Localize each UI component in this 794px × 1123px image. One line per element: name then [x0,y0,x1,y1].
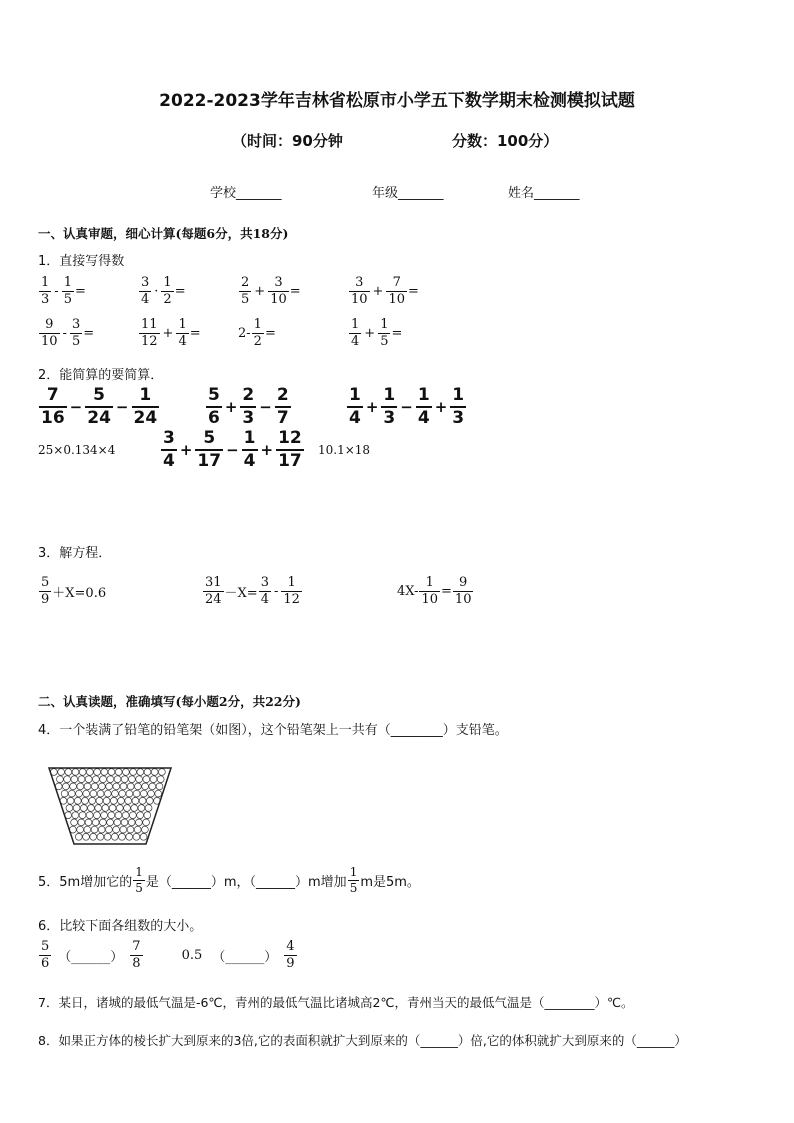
q6-compare-row: $\frac{5}{6}$ （______） $\frac{7}{8}$ 0.5 （______） $\frac{4}{9}$ [41,939,295,972]
pencil-circle [155,790,162,797]
operator: − [115,397,129,416]
pencil-circle [146,797,153,804]
pencil-circle [139,797,146,804]
pencil-circle [118,797,125,804]
question-3: 3．解方程． [38,546,112,561]
fraction: $\frac{3}{5}$ [71,317,81,350]
pencil-circle [72,812,79,819]
fraction: $\frac{9}{10}$ [41,317,58,350]
pencil-circle [104,833,111,840]
pencil-circle [71,819,78,826]
pencil-circle [113,826,120,833]
pencil-circle [93,776,100,783]
pencil-circle [101,812,108,819]
page-title: 2022-2023学年吉林省松原市小学五下数学期末检测模拟试题 [159,91,635,111]
equation-1: $\frac{5}{9}$ ＋X=0.6 [41,575,107,608]
section-2-heading: 二、认真读题，准确填写(每小题2分，共22分) [38,694,301,709]
fraction: $\frac{1}{4}$ [351,317,360,350]
pencil-circle [68,790,75,797]
question-8: 8．如果正方体的棱长扩大到原来的3倍,它的表面积就扩大到原来的（______）倍,它的体积就扩大到原来的（______） [38,1033,687,1048]
fraction: $\frac{5}{6}$ [208,385,220,428]
q1-item [238,318,276,350]
operator: + [254,284,266,300]
question-1: 1．直接写得数 [38,254,125,269]
operator: · [154,284,159,300]
q2-expression-f: 10.1×18 [318,443,371,457]
operator: + [365,397,379,416]
pencil-circle [108,812,115,819]
pencil-circle [84,826,91,833]
pencil-circle [91,826,98,833]
pencil-circle [131,805,138,812]
fraction: $\frac{1}{3}$ [41,275,50,308]
operator: = [189,326,201,342]
pencil-circle [97,833,104,840]
pencil-circle [114,776,121,783]
pencil-circle [107,776,114,783]
pencil-circle [96,797,103,804]
pencil-circle [109,805,116,812]
pencil-circle [128,819,135,826]
pencil-circle [77,826,84,833]
pencil-circle [142,826,149,833]
pencil-circle [115,812,122,819]
pencil-circle [159,769,166,776]
fraction: $\frac{5}{17}$ [197,428,222,471]
pencil-circle [145,805,152,812]
question-5: 5．5m增加它的 $\frac{1}{5}$ 是（______）m，（______）m增加 $\frac{1}{5}$ m是5m。 [38,865,420,896]
pencil-circle [97,790,104,797]
pencil-circle [119,833,126,840]
name-field: 姓名_______ [508,186,580,201]
pencil-circle [113,783,120,790]
pencil-circle [137,769,144,776]
operator: + [224,397,238,416]
pencil-circle [79,769,86,776]
pencil-circle [85,776,92,783]
pencil-circle [94,812,101,819]
pencil-circle [89,797,96,804]
fraction: $\frac{3}{10}$ [270,275,287,308]
grade-field: 年级_______ [372,186,444,201]
pencil-circle [80,805,87,812]
pencil-circle [107,819,114,826]
operator: + [179,440,193,459]
pencil-circle [58,769,65,776]
pencil-circle [57,776,64,783]
pencil-circle [70,783,77,790]
pencil-circle [144,769,151,776]
pencil-circle [135,783,142,790]
pencil-circle [84,783,91,790]
operator: = [264,326,276,342]
operator: = [408,284,419,300]
q2-expression-c [346,386,467,427]
pencil-circle [121,776,128,783]
fraction: $\frac{1}{5}$ [380,317,389,350]
pencil-circle [111,833,118,840]
pencil-circle [120,783,127,790]
pencil-circle [142,783,149,790]
pencil-circle [133,833,140,840]
pencil-circle [100,819,107,826]
operator: = [391,326,403,342]
pencil-circle [136,776,143,783]
pencil-circle [82,797,89,804]
pencil-circle [106,826,113,833]
fraction: $\frac{1}{4}$ [349,385,361,428]
q1-item [38,318,94,350]
pencil-circle [150,776,157,783]
operator: + [372,284,384,300]
pencil-circle [136,819,143,826]
pencil-circle [90,833,97,840]
pencil-circle [71,776,78,783]
pencil-circle [126,833,133,840]
pencil-circle [123,769,130,776]
operator: = [289,284,301,300]
q2-expression-a [38,386,160,427]
pencil-circle [85,819,92,826]
pencil-circle [73,805,80,812]
pencil-circle [127,783,134,790]
pencil-circle [67,797,74,804]
operator: 2- [238,326,251,342]
pencil-circle [156,783,163,790]
fraction: $\frac{1}{4}$ [178,317,187,350]
pencil-circle [112,790,119,797]
pencil-circle [122,812,129,819]
operator: = [174,284,186,300]
pencil-circle [75,833,82,840]
pencil-circle [144,812,151,819]
pencil-circle [149,783,156,790]
fraction: $\frac{5}{24}$ [87,385,111,428]
pencil-circle [110,797,117,804]
q1-item [238,276,301,308]
fraction: $\frac{1}{3}$ [452,385,465,428]
operator: + [260,440,274,459]
operator: + [364,326,376,342]
pencil-circle [138,805,145,812]
pencil-circle [120,826,127,833]
operator: - [54,284,59,300]
fraction: $\frac{11}{12}$ [141,317,158,350]
pencil-circle [134,826,141,833]
pencil-circle [140,790,147,797]
pencil-circle [95,805,102,812]
fraction: $\frac{1}{24}$ [133,385,158,428]
pencil-circle [143,776,150,783]
fraction: $\frac{3}{4}$ [141,275,150,308]
q1-item [348,276,419,308]
pencil-circle [140,833,147,840]
q1-item [38,276,86,308]
pencil-circle [66,805,73,812]
q2-expression-d: 25×0.134×4 [38,443,116,457]
pencil-circle [77,783,84,790]
pencil-circle [98,826,105,833]
fraction: $\frac{12}{17}$ [278,428,302,471]
pencil-circle [94,769,101,776]
equation-3: 4X- $\frac{1}{10}$ = $\frac{9}{10}$ [397,575,472,608]
operator: − [69,397,83,416]
pencil-circle [106,783,113,790]
pencil-circle [116,805,123,812]
fraction: $\frac{2}{7}$ [276,385,289,428]
pencil-circle [133,790,140,797]
fraction: $\frac{1}{4}$ [243,428,256,471]
pencil-circle [91,783,98,790]
pencil-circle [143,819,150,826]
q1-item [138,318,201,350]
pencil-circle [132,797,139,804]
pencil-circle [83,833,90,840]
pencil-circle [127,826,134,833]
pencil-circle [126,790,133,797]
exam-time: （时间：90分钟 [232,132,343,150]
fraction: $\frac{1}{2}$ [253,317,262,350]
fraction: $\frac{7}{16}$ [41,385,65,428]
pencil-circle [102,805,109,812]
question-7: 7．某日，诸城的最低气温是-6℃，青州的最低气温比诸城高2℃，青州当天的最低气温是（________）℃。 [38,995,634,1010]
question-6: 6．比较下面各组数的大小。 [38,919,203,934]
pencil-circle [125,797,132,804]
pencil-circle [64,776,71,783]
pencil-circle [108,769,115,776]
pencil-circle [74,797,81,804]
fraction: $\frac{2}{3}$ [242,385,255,428]
pencil-circle [130,812,137,819]
pencil-circle [137,812,144,819]
pencil-circle [114,819,121,826]
pencil-circle [115,769,122,776]
pencil-circle [79,812,86,819]
pencil-circle [72,769,79,776]
operator: − [259,397,272,416]
operator: + [162,326,174,342]
fraction: $\frac{3}{4}$ [163,428,175,471]
pencil-circle [103,797,110,804]
fraction: $\frac{1}{3}$ [383,385,396,428]
pencil-circle [148,790,155,797]
operator: = [74,284,86,300]
pencil-circle [83,790,90,797]
fraction: $\frac{1}{4}$ [417,385,430,428]
equation-2: $\frac{31}{24}$ －X= $\frac{3}{4}$ - $\frac{1}{12}$ [205,575,300,608]
pencil-circle [88,805,95,812]
operator: = [83,326,95,342]
pencil-circle [63,783,70,790]
pencil-circle [99,783,106,790]
operator: + [434,397,448,416]
pencil-circle [104,790,111,797]
pencil-circle [65,769,72,776]
school-field: 学校_______ [210,186,282,201]
pencil-circle [124,805,131,812]
operator: − [400,397,413,416]
pencil-circle [90,790,97,797]
operator: − [226,440,239,459]
operator: - [62,326,67,342]
pencil-circle [78,776,85,783]
pencil-circle [101,769,108,776]
q2-expression-e [160,429,305,470]
section-1-heading: 一、认真审题，细心计算(每题6分，共18分) [38,226,289,241]
q1-item [138,276,186,308]
exam-score: 分数：100分） [452,132,559,150]
pencil-circle [92,819,99,826]
fraction: $\frac{7}{10}$ [388,275,405,308]
question-4: 4．一个装满了铅笔的铅笔架（如图），这个铅笔架上一共有（________）支铅笔。 [38,723,508,738]
fraction: $\frac{1}{2}$ [163,275,172,308]
pencil-circle [87,769,94,776]
pencil-circle [119,790,126,797]
pencil-holder-figure [46,764,174,848]
pencil-circle [151,769,158,776]
question-2: 2．能简算的要简算． [38,368,164,383]
pencil-circle [76,790,83,797]
q2-expression-b [205,386,292,427]
fraction: $\frac{1}{5}$ [63,275,72,308]
fraction: $\frac{3}{10}$ [351,275,368,308]
pencil-circle [129,776,136,783]
q1-item [348,318,402,350]
fraction: $\frac{2}{5}$ [241,275,250,308]
pencil-circle [157,776,164,783]
pencil-circle [86,812,93,819]
pencil-circle [61,790,68,797]
pencil-circle [100,776,107,783]
pencil-circle [78,819,85,826]
pencil-circle [130,769,137,776]
pencil-circle [121,819,128,826]
